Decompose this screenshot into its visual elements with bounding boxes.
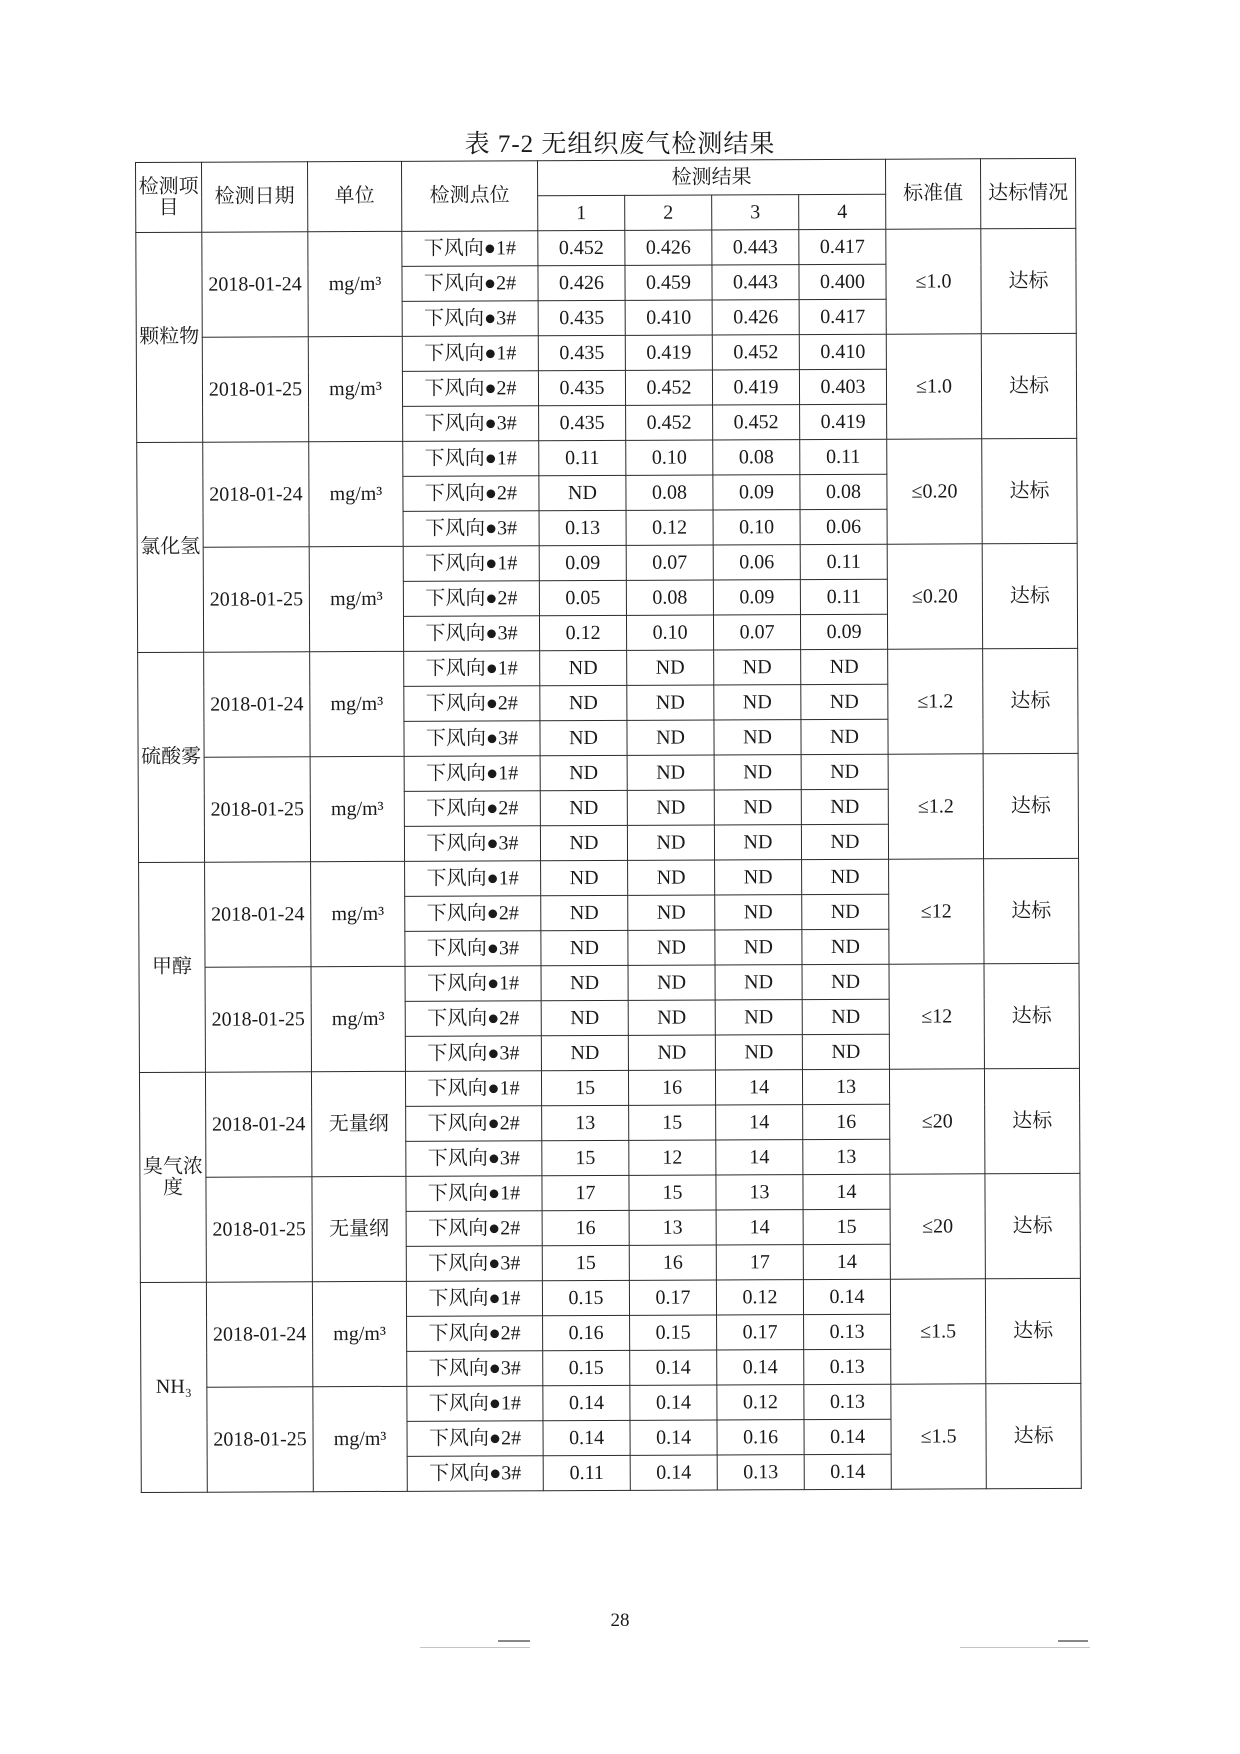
status-cell: 达标 [985, 1173, 1080, 1278]
value-cell: ND [628, 860, 715, 895]
standard-cell: ≤1.5 [891, 1384, 986, 1489]
table-row [137, 438, 1077, 477]
value-cell: 13 [802, 1069, 889, 1104]
unit-cell: mg/m³ [311, 966, 405, 1071]
value-cell: 15 [542, 1140, 629, 1175]
value-cell: ND [627, 825, 714, 860]
value-cell: 0.13 [804, 1349, 891, 1384]
value-cell: 0.14 [803, 1279, 890, 1314]
value-cell: 0.410 [625, 300, 712, 335]
point-cell: 下风向●3# [403, 616, 539, 652]
standard-cell: ≤1.2 [888, 754, 983, 859]
value-cell: 12 [629, 1140, 716, 1175]
value-cell: 13 [629, 1210, 716, 1245]
point-cell: 下风向●2# [407, 1421, 543, 1457]
item-name: 臭气浓度 [139, 1072, 206, 1282]
header-result-col: 2 [625, 195, 712, 230]
value-cell: 0.15 [543, 1350, 630, 1385]
value-cell: 0.16 [543, 1315, 630, 1350]
value-cell: 0.15 [630, 1315, 717, 1350]
table-row [141, 1383, 1081, 1422]
status-cell: 达标 [984, 963, 1079, 1068]
value-cell: 0.08 [626, 580, 713, 615]
value-cell: 0.12 [716, 1280, 803, 1315]
value-cell: 0.16 [717, 1420, 804, 1455]
standard-cell: ≤0.20 [887, 544, 982, 649]
value-cell: 0.07 [713, 615, 800, 650]
value-cell: 0.14 [630, 1350, 717, 1385]
value-cell: 0.452 [538, 230, 625, 265]
unit-cell: mg/m³ [312, 1281, 406, 1386]
value-cell: 0.09 [539, 545, 626, 580]
value-cell: 0.400 [799, 264, 886, 299]
value-cell: ND [802, 964, 889, 999]
value-cell: 0.426 [538, 265, 625, 300]
footer-rule [960, 1647, 1090, 1648]
point-cell: 下风向●2# [407, 1316, 543, 1352]
value-cell: ND [627, 755, 714, 790]
value-cell: 13 [716, 1175, 803, 1210]
value-cell: 0.419 [800, 404, 887, 439]
value-cell: 16 [542, 1210, 629, 1245]
date-cell: 2018-01-25 [206, 1177, 312, 1282]
table-row [139, 963, 1079, 1002]
status-cell: 达标 [983, 753, 1078, 858]
point-cell: 下风向●1# [403, 546, 539, 582]
table-row [140, 1278, 1080, 1317]
value-cell: 0.10 [626, 615, 713, 650]
header-results: 检测结果 [537, 159, 885, 196]
value-cell: 0.14 [630, 1420, 717, 1455]
date-cell: 2018-01-24 [205, 862, 311, 967]
value-cell: ND [540, 755, 627, 790]
value-cell: 14 [716, 1210, 803, 1245]
value-cell: ND [801, 824, 888, 859]
value-cell: 0.06 [800, 509, 887, 544]
table-row [138, 753, 1078, 792]
value-cell: ND [715, 1000, 802, 1035]
value-cell: 0.443 [712, 230, 799, 265]
value-cell: 0.06 [713, 545, 800, 580]
date-cell: 2018-01-24 [204, 652, 310, 757]
value-cell: 0.14 [630, 1385, 717, 1420]
value-cell: ND [628, 895, 715, 930]
date-cell: 2018-01-25 [207, 1387, 313, 1492]
value-cell: ND [714, 685, 801, 720]
value-cell: ND [540, 720, 627, 755]
value-cell: 0.435 [538, 300, 625, 335]
item-name: NH₃ [140, 1282, 207, 1492]
date-cell: 2018-01-25 [205, 967, 311, 1072]
status-cell: 达标 [983, 648, 1078, 753]
value-cell: 0.09 [800, 614, 887, 649]
status-cell: 达标 [981, 228, 1076, 333]
unit-cell: mg/m³ [308, 231, 402, 336]
date-cell: 2018-01-24 [206, 1282, 312, 1387]
point-cell: 下风向●3# [404, 721, 540, 757]
value-cell: 0.10 [713, 510, 800, 545]
value-cell: 13 [803, 1139, 890, 1174]
point-cell: 下风向●3# [405, 931, 541, 967]
value-cell: ND [715, 860, 802, 895]
value-cell: ND [715, 895, 802, 930]
value-cell: ND [541, 1035, 628, 1070]
value-cell: 16 [629, 1245, 716, 1280]
unit-cell: mg/m³ [311, 861, 405, 966]
unit-cell: 无量纲 [312, 1176, 406, 1281]
point-cell: 下风向●3# [407, 1456, 543, 1492]
value-cell: 15 [803, 1209, 890, 1244]
value-cell: 14 [803, 1244, 890, 1279]
value-cell: 0.419 [712, 370, 799, 405]
value-cell: 16 [803, 1104, 890, 1139]
unit-cell: mg/m³ [308, 336, 402, 441]
value-cell: 0.410 [799, 334, 886, 369]
value-cell: 0.14 [804, 1419, 891, 1454]
value-cell: 0.17 [629, 1280, 716, 1315]
standard-cell: ≤1.0 [886, 334, 981, 439]
value-cell: 0.14 [543, 1420, 630, 1455]
point-cell: 下风向●2# [404, 686, 540, 722]
table-row [139, 858, 1079, 897]
item-name: 颗粒物 [136, 232, 203, 442]
point-cell: 下风向●2# [405, 896, 541, 932]
status-cell: 达标 [985, 1278, 1080, 1383]
value-cell: 0.13 [804, 1314, 891, 1349]
table-row [136, 333, 1076, 372]
value-cell: ND [802, 999, 889, 1034]
point-cell: 下风向●3# [406, 1246, 542, 1282]
point-cell: 下风向●3# [404, 826, 540, 862]
value-cell: ND [541, 965, 628, 1000]
point-cell: 下风向●2# [403, 476, 539, 512]
value-cell: ND [628, 1035, 715, 1070]
table-row [136, 228, 1076, 267]
point-cell: 下风向●3# [406, 1141, 542, 1177]
date-cell: 2018-01-25 [203, 547, 309, 652]
point-cell: 下风向●1# [402, 336, 538, 372]
point-cell: 下风向●2# [404, 791, 540, 827]
unit-cell: mg/m³ [309, 441, 403, 546]
item-name: 氯化氢 [137, 442, 204, 652]
header-result-col: 1 [538, 195, 625, 230]
standard-cell: ≤12 [889, 964, 984, 1069]
table-row [139, 1068, 1079, 1107]
value-cell: 0.05 [539, 580, 626, 615]
value-cell: 14 [716, 1105, 803, 1140]
unit-cell: mg/m³ [309, 546, 403, 651]
table-body [136, 228, 1081, 1492]
value-cell: 17 [542, 1175, 629, 1210]
value-cell: ND [540, 685, 627, 720]
footer-rule [498, 1640, 530, 1642]
value-cell: 0.426 [625, 230, 712, 265]
value-cell: 0.435 [538, 370, 625, 405]
value-cell: ND [541, 860, 628, 895]
table-title: 表 7-2 无组织废气检测结果 [464, 131, 776, 158]
value-cell: 0.13 [717, 1455, 804, 1490]
value-cell: 0.15 [542, 1280, 629, 1315]
value-cell: 15 [629, 1175, 716, 1210]
value-cell: ND [540, 825, 627, 860]
date-cell: 2018-01-24 [203, 442, 309, 547]
header-date: 检测日期 [202, 162, 308, 232]
value-cell: ND [540, 790, 627, 825]
value-cell: ND [801, 719, 888, 754]
point-cell: 下风向●2# [403, 581, 539, 617]
date-cell: 2018-01-24 [205, 1072, 311, 1177]
point-cell: 下风向●3# [403, 406, 539, 442]
status-cell: 达标 [984, 1068, 1079, 1173]
value-cell: ND [541, 895, 628, 930]
value-cell: ND [714, 755, 801, 790]
value-cell: ND [715, 1035, 802, 1070]
value-cell: 0.419 [625, 335, 712, 370]
value-cell: ND [628, 930, 715, 965]
value-cell: 0.14 [543, 1385, 630, 1420]
unit-cell: mg/m³ [310, 756, 404, 861]
point-cell: 下风向●1# [406, 1281, 542, 1317]
value-cell: 0.452 [625, 370, 712, 405]
value-cell: 0.443 [712, 265, 799, 300]
point-cell: 下风向●2# [406, 1211, 542, 1247]
value-cell: 0.417 [799, 229, 886, 264]
point-cell: 下风向●1# [405, 1071, 541, 1107]
status-cell: 达标 [984, 858, 1079, 963]
value-cell: 0.435 [538, 335, 625, 370]
standard-cell: ≤0.20 [887, 439, 982, 544]
value-cell: ND [539, 475, 626, 510]
footer-rule [420, 1647, 530, 1648]
value-cell: ND [802, 1034, 889, 1069]
date-cell: 2018-01-25 [202, 337, 308, 442]
item-name: 甲醇 [139, 862, 206, 1072]
point-cell: 下风向●2# [402, 371, 538, 407]
header-standard: 标准值 [885, 159, 980, 229]
standard-cell: ≤20 [889, 1069, 984, 1174]
point-cell: 下风向●2# [406, 1106, 542, 1142]
header-item: 检测项目 [136, 162, 202, 232]
value-cell: ND [715, 965, 802, 1000]
value-cell: ND [541, 1000, 628, 1035]
item-name: 硫酸雾 [138, 652, 205, 862]
value-cell: 0.08 [626, 475, 713, 510]
value-cell: 0.11 [800, 439, 887, 474]
value-cell: 0.12 [539, 615, 626, 650]
value-cell: 14 [803, 1174, 890, 1209]
header-status: 达标情况 [980, 158, 1075, 228]
footer-rule [1058, 1640, 1088, 1642]
value-cell: 0.452 [713, 405, 800, 440]
value-cell: 0.10 [626, 440, 713, 475]
standard-cell: ≤1.2 [888, 649, 983, 754]
standard-cell: ≤1.0 [886, 229, 981, 334]
value-cell: 0.13 [539, 510, 626, 545]
point-cell: 下风向●3# [403, 511, 539, 547]
status-cell: 达标 [986, 1383, 1081, 1488]
value-cell: 0.11 [543, 1455, 630, 1490]
status-cell: 达标 [982, 438, 1077, 543]
table-row [140, 1173, 1080, 1212]
unit-cell: mg/m³ [313, 1386, 407, 1491]
value-cell: 0.12 [626, 510, 713, 545]
standard-cell: ≤1.5 [890, 1279, 985, 1384]
value-cell: ND [628, 965, 715, 1000]
point-cell: 下风向●1# [405, 966, 541, 1002]
value-cell: ND [627, 650, 714, 685]
value-cell: ND [801, 754, 888, 789]
point-cell: 下风向●3# [407, 1351, 543, 1387]
value-cell: ND [540, 650, 627, 685]
point-cell: 下风向●2# [402, 266, 538, 302]
point-cell: 下风向●3# [405, 1036, 541, 1072]
point-cell: 下风向●1# [402, 231, 538, 267]
value-cell: ND [627, 720, 714, 755]
results-table [135, 158, 1082, 1493]
unit-cell: 无量纲 [311, 1071, 405, 1176]
page-number: 28 [610, 1610, 630, 1631]
value-cell: 0.14 [717, 1350, 804, 1385]
value-cell: 14 [716, 1140, 803, 1175]
value-cell: ND [627, 685, 714, 720]
value-cell: 0.08 [713, 440, 800, 475]
value-cell: 0.459 [625, 265, 712, 300]
value-cell: ND [714, 650, 801, 685]
value-cell: 15 [541, 1070, 628, 1105]
point-cell: 下风向●3# [402, 301, 538, 337]
value-cell: ND [541, 930, 628, 965]
table-row [137, 543, 1077, 582]
status-cell: 达标 [982, 543, 1077, 648]
status-cell: 达标 [981, 333, 1076, 438]
value-cell: 13 [542, 1105, 629, 1140]
date-cell: 2018-01-24 [202, 232, 308, 337]
table-row [138, 648, 1078, 687]
date-cell: 2018-01-25 [204, 757, 310, 862]
standard-cell: ≤20 [890, 1174, 985, 1279]
value-cell: ND [628, 1000, 715, 1035]
value-cell: 0.426 [712, 300, 799, 335]
value-cell: 16 [628, 1070, 715, 1105]
value-cell: 0.17 [717, 1315, 804, 1350]
point-cell: 下风向●2# [405, 1001, 541, 1037]
value-cell: 0.417 [799, 299, 886, 334]
value-cell: ND [714, 825, 801, 860]
value-cell: 0.13 [804, 1384, 891, 1419]
header-point: 检测点位 [401, 161, 537, 232]
value-cell: 0.452 [712, 335, 799, 370]
value-cell: 0.12 [717, 1385, 804, 1420]
point-cell: 下风向●1# [404, 651, 540, 687]
value-cell: ND [627, 790, 714, 825]
value-cell: 15 [542, 1245, 629, 1280]
value-cell: ND [801, 789, 888, 824]
value-cell: ND [802, 859, 889, 894]
value-cell: 0.07 [626, 545, 713, 580]
value-cell: 0.11 [800, 579, 887, 614]
value-cell: ND [714, 720, 801, 755]
header-unit: 单位 [308, 161, 402, 231]
value-cell: 14 [715, 1070, 802, 1105]
header-result-col: 3 [712, 195, 799, 230]
value-cell: 0.403 [799, 369, 886, 404]
value-cell: 17 [716, 1245, 803, 1280]
value-cell: ND [802, 894, 889, 929]
table-header [136, 158, 1076, 232]
value-cell: 0.11 [539, 440, 626, 475]
value-cell: 0.09 [713, 580, 800, 615]
value-cell: 15 [629, 1105, 716, 1140]
header-result-col: 4 [799, 194, 886, 229]
value-cell: ND [801, 649, 888, 684]
value-cell: 0.435 [539, 405, 626, 440]
value-cell: 0.09 [713, 475, 800, 510]
value-cell: ND [801, 684, 888, 719]
unit-cell: mg/m³ [310, 651, 404, 756]
point-cell: 下风向●1# [403, 441, 539, 477]
value-cell: 0.452 [626, 405, 713, 440]
point-cell: 下风向●1# [406, 1176, 542, 1212]
point-cell: 下风向●1# [404, 756, 540, 792]
value-cell: ND [714, 790, 801, 825]
standard-cell: ≤12 [889, 859, 984, 964]
value-cell: ND [715, 930, 802, 965]
value-cell: 0.08 [800, 474, 887, 509]
point-cell: 下风向●1# [405, 861, 541, 897]
value-cell: 0.14 [804, 1454, 891, 1489]
value-cell: 0.14 [630, 1455, 717, 1490]
point-cell: 下风向●1# [407, 1386, 543, 1422]
value-cell: 0.11 [800, 544, 887, 579]
value-cell: ND [802, 929, 889, 964]
